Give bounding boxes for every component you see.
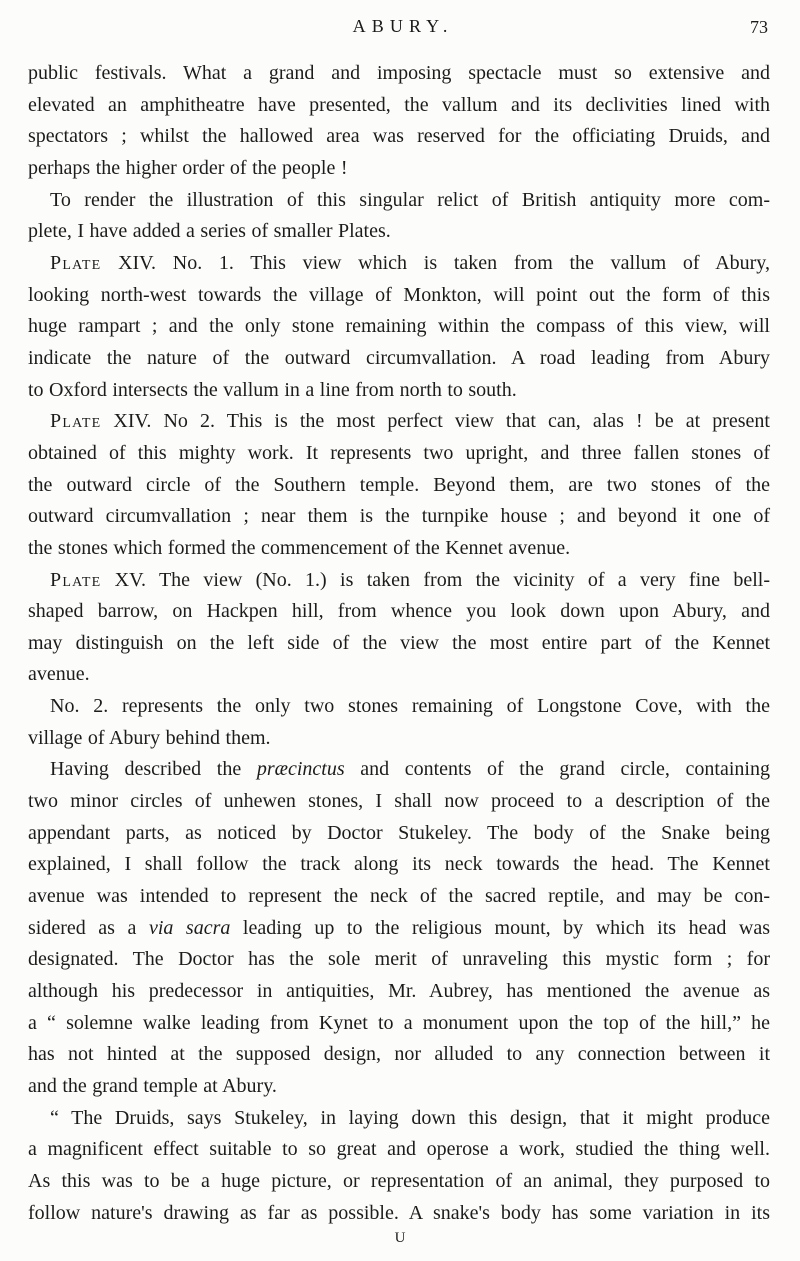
text-line: explained, I shall follow the track along its neck towards the head. The Kennet (28, 853, 770, 876)
text-line: Plate XV. The view (No. 1.) is taken from the vicinity of a very fine bell- (50, 568, 770, 591)
text-line: a “ solemne walke leading from Kynet to a monument upon the top of the hill,” he (28, 1011, 770, 1034)
text-block (28, 58, 770, 1229)
text-line: may distinguish on the left side of the view the most entire part of the Kennet (28, 631, 770, 654)
text-line: plete, I have added a series of smaller Plates. (28, 220, 391, 243)
text-line: sidered as a via sacra leading up to the religious mount, by which its head was (28, 916, 770, 939)
running-head (0, 16, 800, 42)
paragraph (28, 248, 770, 406)
paragraph (28, 1103, 770, 1230)
small-caps-text: Plate (50, 410, 102, 433)
text-line: huge rampart ; and the only stone remaining within the compass of this view, will (28, 315, 770, 338)
text-line: spectators ; whilst the hallowed area was reserved for the officiating Druids, and (28, 125, 770, 148)
text-line: the stones which formed the commencement of the Kennet avenue. (28, 536, 571, 559)
text-line: obtained of this mighty work. It represents two upright, and three fallen stones of (28, 441, 770, 464)
text-line: a magnificent effect suitable to so great and operose a work, studied the thing well. (28, 1138, 770, 1161)
paragraph (28, 691, 770, 754)
text-line: designated. The Doctor has the sole merit of unraveling this mystic form ; for (28, 948, 770, 971)
paragraph (28, 754, 770, 1102)
paragraph (28, 58, 770, 185)
text-line: indicate the nature of the outward circumvallation. A road leading from Abury (28, 346, 770, 369)
text-line: although his predecessor in antiquities, Mr. Aubrey, has mentioned the avenue as (28, 980, 770, 1003)
italic-text: præcinctus (256, 758, 345, 781)
text-line: shaped barrow, on Hackpen hill, from whence you look down upon Abury, and (28, 600, 770, 623)
text-line: the outward circle of the Southern temple. Beyond them, are two stones of the (28, 473, 770, 496)
text-line: “ The Druids, says Stukeley, in laying down this design, that it might produce (50, 1106, 770, 1129)
signature-mark: U (394, 1230, 406, 1246)
text-line: Having described the præcinctus and contents of the grand circle, containing (50, 758, 770, 781)
text-line: avenue. (28, 663, 90, 686)
text-line: avenue was intended to represent the neck of the sacred reptile, and may be con- (28, 885, 770, 908)
text-line: two minor circles of unhewen stones, I shall now proceed to a description of the (28, 790, 770, 813)
text-line: perhaps the higher order of the people ! (28, 156, 348, 179)
paragraph (28, 185, 770, 248)
text-line: To render the illustration of this singular relict of British antiquity more com- (50, 188, 770, 211)
paragraph (28, 406, 770, 564)
small-caps-text: Plate (50, 568, 102, 591)
text-line: No. 2. represents the only two stones remaining of Longstone Cove, with the (50, 695, 770, 718)
paragraph (28, 565, 770, 692)
text-line: As this was to be a huge picture, or representation of an animal, they purposed to (28, 1169, 770, 1192)
page-number: 73 (750, 17, 768, 37)
text-line: to Oxford intersects the vallum in a line from north to south. (28, 378, 517, 401)
text-line: public festivals. What a grand and imposing spectacle must so extensive and (28, 62, 770, 84)
text-line: looking north-west towards the village of Monkton, will point out the form of this (28, 283, 770, 306)
italic-text: via sacra (148, 916, 231, 939)
text-line: has not hinted at the supposed design, nor alluded to any connection between it (28, 1043, 770, 1066)
text-line: and the grand temple at Abury. (28, 1075, 277, 1097)
text-line: Plate XIV. No. 1. This view which is taken from the vallum of Abury, (50, 251, 770, 274)
page-title: ABURY. (352, 16, 454, 36)
text-line: Plate XIV. No 2. This is the most perfect view that can, alas ! be at present (50, 410, 770, 433)
text-line: outward circumvallation ; near them is the turnpike house ; and beyond it one of (28, 505, 770, 528)
small-caps-text: Plate (50, 251, 102, 274)
text-line: village of Abury behind them. (28, 726, 271, 749)
text-line: elevated an amphitheatre have presented, the vallum and its declivities lined with (28, 93, 770, 116)
text-line: follow nature's drawing as far as possible. A snake's body has some variation in its (28, 1201, 770, 1224)
text-line: appendant parts, as noticed by Doctor Stukeley. The body of the Snake being (28, 821, 770, 844)
